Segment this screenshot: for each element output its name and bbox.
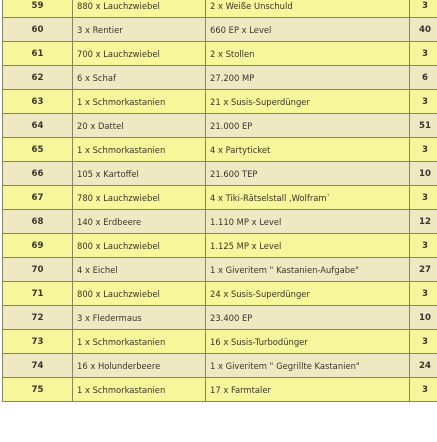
reward: 2 x Stollen (206, 42, 410, 66)
count: 10 (410, 306, 437, 330)
row-number: 62 (3, 66, 73, 90)
reward: 660 EP x Level (206, 18, 410, 42)
reward: 21.000 EP (206, 114, 410, 138)
required-items: 1 x Schmorkastanien (73, 90, 206, 114)
required-items: 1 x Schmorkastanien (73, 330, 206, 354)
reward: 21.600 TEP (206, 162, 410, 186)
row-number: 60 (3, 18, 73, 42)
required-items: 3 x Rentier (73, 18, 206, 42)
reward: 1 x Giveritem " Gegrillte Kastanien" (206, 354, 410, 378)
count: 3 (410, 330, 437, 354)
table-row (3, 66, 437, 90)
reward: 17 x Farmtaler (206, 378, 410, 402)
row-number: 61 (3, 42, 73, 66)
required-items: 1 x Schmorkastanien (73, 378, 206, 402)
row-number: 68 (3, 210, 73, 234)
row-number: 72 (3, 306, 73, 330)
count: 3 (410, 42, 437, 66)
reward: 1 x Giveritem " Kastanien-Aufgabe" (206, 258, 410, 282)
row-number: 59 (3, 0, 73, 18)
reward: 4 x Tiki-Rätselstall ‚Wolfram` (206, 186, 410, 210)
table-row (3, 162, 437, 186)
count: 51 (410, 114, 437, 138)
table-row (3, 354, 437, 378)
table-row (3, 0, 437, 18)
table-row (3, 210, 437, 234)
row-number: 66 (3, 162, 73, 186)
count: 3 (410, 138, 437, 162)
table-row (3, 330, 437, 354)
table-row (3, 282, 437, 306)
required-items: 1 x Schmorkastanien (73, 138, 206, 162)
table-row (3, 234, 437, 258)
row-number: 74 (3, 354, 73, 378)
row-number: 65 (3, 138, 73, 162)
count: 6 (410, 66, 437, 90)
row-number: 70 (3, 258, 73, 282)
required-items: 4 x Eichel (73, 258, 206, 282)
required-items: 880 x Lauchzwiebel (73, 0, 206, 18)
count: 3 (410, 186, 437, 210)
count: 12 (410, 210, 437, 234)
row-number: 64 (3, 114, 73, 138)
reward: 24 x Susis-Superdünger (206, 282, 410, 306)
table-row (3, 42, 437, 66)
reward: 4 x Partyticket (206, 138, 410, 162)
required-items: 20 x Dattel (73, 114, 206, 138)
table-row (3, 90, 437, 114)
required-items: 105 x Kartoffel (73, 162, 206, 186)
reward: 1.125 MP x Level (206, 234, 410, 258)
reward: 1.110 MP x Level (206, 210, 410, 234)
required-items: 780 x Lauchzwiebel (73, 186, 206, 210)
row-number: 69 (3, 234, 73, 258)
count: 3 (410, 0, 437, 18)
table-row (3, 114, 437, 138)
table-row (3, 18, 437, 42)
table-row (3, 378, 437, 402)
row-number: 75 (3, 378, 73, 402)
count: 10 (410, 162, 437, 186)
reward: 23.400 EP (206, 306, 410, 330)
table-row (3, 186, 437, 210)
count: 3 (410, 282, 437, 306)
quest-table (2, 0, 437, 402)
count: 3 (410, 378, 437, 402)
required-items: 700 x Lauchzwiebel (73, 42, 206, 66)
row-number: 67 (3, 186, 73, 210)
count: 40 (410, 18, 437, 42)
row-number: 71 (3, 282, 73, 306)
required-items: 800 x Lauchzwiebel (73, 234, 206, 258)
count: 3 (410, 90, 437, 114)
table-row (3, 138, 437, 162)
count: 24 (410, 354, 437, 378)
required-items: 16 x Holunderbeere (73, 354, 206, 378)
required-items: 140 x Erdbeere (73, 210, 206, 234)
required-items: 800 x Lauchzwiebel (73, 282, 206, 306)
reward: 2 x Weiße Unschuld (206, 0, 410, 18)
table-row (3, 258, 437, 282)
reward: 16 x Susis-Turbodünger (206, 330, 410, 354)
required-items: 3 x Fledermaus (73, 306, 206, 330)
reward: 27.200 MP (206, 66, 410, 90)
required-items: 6 x Schaf (73, 66, 206, 90)
row-number: 73 (3, 330, 73, 354)
table-row (3, 306, 437, 330)
count: 3 (410, 234, 437, 258)
count: 27 (410, 258, 437, 282)
row-number: 63 (3, 90, 73, 114)
reward: 21 x Susis-Superdünger (206, 90, 410, 114)
